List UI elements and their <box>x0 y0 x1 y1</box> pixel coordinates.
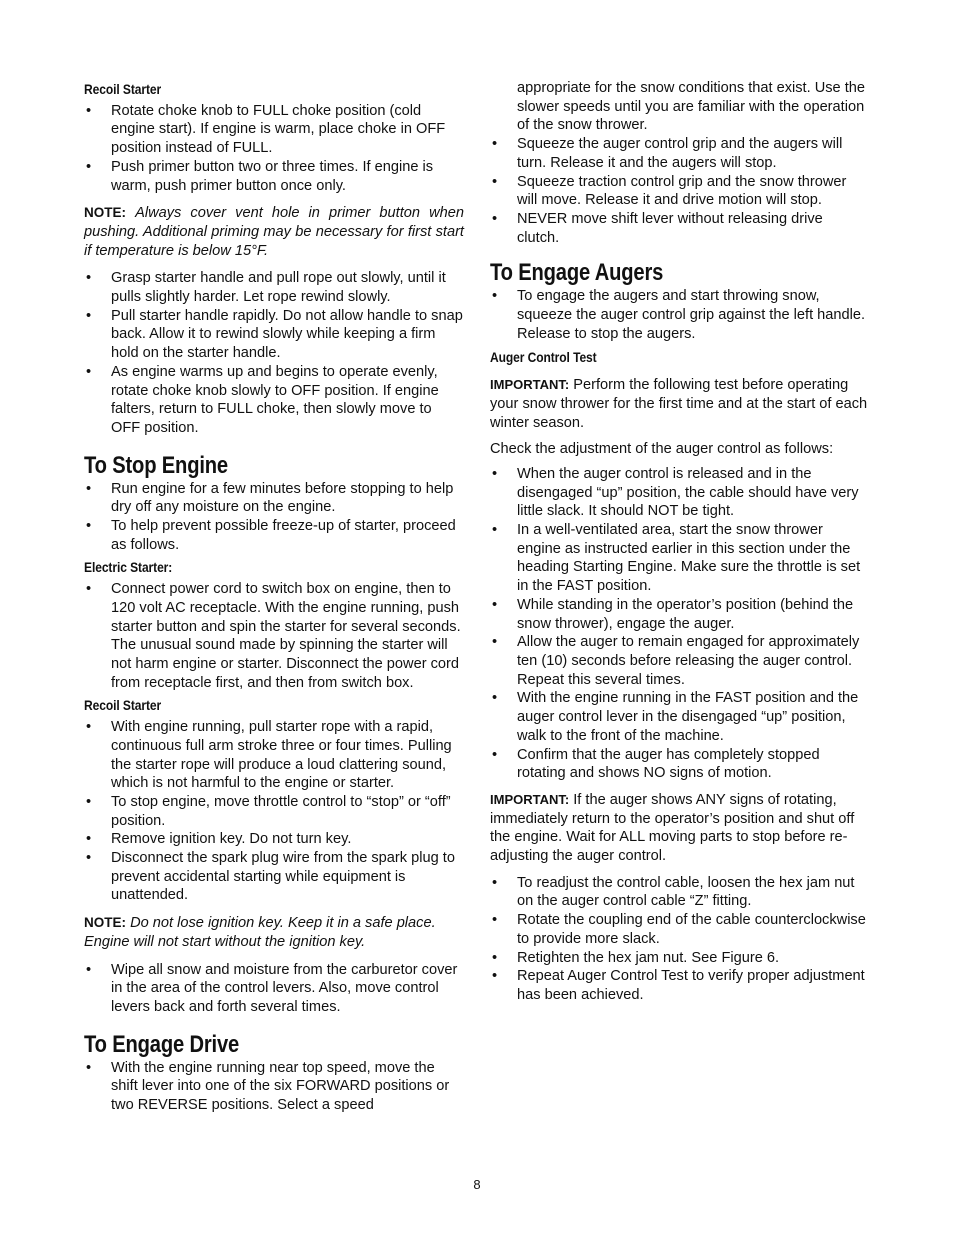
wipe-list <box>84 961 464 1017</box>
recoil-starter-heading-2: Recoil Starter <box>84 697 162 714</box>
list-item: • Repeat Auger Control Test to verify proper adjustment has been achieved. <box>490 967 868 1004</box>
recoil-starter-list-2 <box>84 269 464 437</box>
list-item: • Confirm that the auger has completely stopped rotating and shows NO signs of motion. <box>490 746 868 783</box>
list-item: • Rotate choke knob to FULL choke position (cold engine start). If engine is warm, place choke in OFF position instead of FULL. <box>84 102 464 158</box>
electric-starter-list <box>84 580 464 692</box>
engage-drive-heading: To Engage Drive <box>84 1030 240 1058</box>
list-item: • Retighten the hex jam nut. See Figure 6. <box>490 949 868 968</box>
list-item: • Connect power cord to switch box on engine, then to 120 volt AC receptacle. With the engine running, push starter button and spin the starter for several seconds. The unusual sound made by spinning the starter will not harm engine or starter. Disconnect the power cord from receptacle first, and then from switch box. <box>84 580 464 692</box>
note-label: NOTE: <box>84 915 126 931</box>
engage-augers-list <box>490 287 868 343</box>
list-item: • As engine warms up and begins to operate evenly, rotate choke knob slowly to OFF position. If engine falters, return to FULL choke, then slowly move to OFF position. <box>84 363 464 438</box>
list-item: • With the engine running near top speed, move the shift lever into one of the six FORWARD positions or two REVERSE positions. Select a speed <box>84 1059 464 1115</box>
important-label: IMPORTANT: <box>490 377 570 393</box>
readjust-list <box>490 874 868 1005</box>
list-item: • Wipe all snow and moisture from the carburetor cover in the area of the control levers. Also, move control levers back and forth several times. <box>84 961 464 1017</box>
list-item: • Allow the auger to remain engaged for approximately ten (10) seconds before releasing the auger control. Repeat this several times. <box>490 633 868 689</box>
list-item: • Remove ignition key. Do not turn key. <box>84 830 464 849</box>
page-number: 8 <box>473 1177 481 1192</box>
drive-continued-text: appropriate for the snow conditions that exist. Use the slower speeds until you are familiar with the operation of the snow thrower. <box>517 80 866 134</box>
ignition-key-note <box>84 914 464 951</box>
left-column <box>84 78 464 1115</box>
list-item: • Run engine for a few minutes before stopping to help dry off any moisture on the engine. <box>84 480 464 517</box>
list-item: • NEVER move shift lever without releasing drive clutch. <box>490 210 868 247</box>
engage-drive-list-continued <box>490 135 868 247</box>
auger-test-list <box>490 465 868 783</box>
engage-augers-heading: To Engage Augers <box>490 259 664 287</box>
important-text: Perform the following test before operating your snow thrower for the first time and at the start of each winter season. <box>490 377 868 431</box>
stop-engine-list <box>84 480 464 555</box>
recoil-starter-list <box>84 102 464 196</box>
list-item: • While standing in the operator’s position (behind the snow thrower), engage the auger. <box>490 596 868 633</box>
important-note-1 <box>490 376 868 432</box>
engage-drive-list <box>84 1059 464 1115</box>
note-label: NOTE: <box>84 205 126 221</box>
note-text: Always cover vent hole in primer button when pushing. Additional priming may be necessary for first start if temperature is below 15°F. <box>84 205 464 259</box>
list-item: • Disconnect the spark plug wire from the spark plug to prevent accidental starting while equipment is unattended. <box>84 849 464 905</box>
list-item: • Rotate the coupling end of the cable counterclockwise to provide more slack. <box>490 911 868 948</box>
recoil-starter-heading: Recoil Starter <box>84 81 162 97</box>
note-text: Do not lose ignition key. Keep it in a safe place. Engine will not start without the ignition key. <box>84 915 436 950</box>
stop-engine-heading: To Stop Engine <box>84 451 228 479</box>
list-item: • To readjust the control cable, loosen the hex jam nut on the auger control cable “Z” fitting. <box>490 874 868 911</box>
list-item: • When the auger control is released and in the disengaged “up” position, the cable should have very little slack. It should NOT be tight. <box>490 465 868 521</box>
recoil-stop-list <box>84 718 464 905</box>
primer-note <box>84 204 464 260</box>
list-item: • To help prevent possible freeze-up of starter, proceed as follows. <box>84 517 464 554</box>
list-item: • To engage the augers and start throwing snow, squeeze the auger control grip against the left handle. Release to stop the augers. <box>490 287 868 343</box>
right-column <box>490 79 868 1005</box>
list-item: • In a well-ventilated area, start the snow thrower engine as instructed earlier in this section under the heading Starting Engine. Make sure the throttle is set in the FAST position. <box>490 521 868 596</box>
list-item: • Squeeze the auger control grip and the augers will turn. Release it and the augers will stop. <box>490 135 868 172</box>
list-item: • Push primer button two or three times. If engine is warm, push primer button once only. <box>84 158 464 195</box>
check-adjustment-text: Check the adjustment of the auger control as follows: <box>490 441 834 458</box>
auger-control-test-heading: Auger Control Test <box>490 349 597 366</box>
electric-starter-heading: Electric Starter: <box>84 559 173 576</box>
list-item: • Pull starter handle rapidly. Do not allow handle to snap back. Allow it to rewind slowly while keeping a firm hold on the starter handle. <box>84 307 464 363</box>
list-item: • Grasp starter handle and pull rope out slowly, until it pulls slightly harder. Let rope rewind slowly. <box>84 269 464 306</box>
list-item: • With engine running, pull starter rope with a rapid, continuous full arm stroke three or four times. Pulling the starter rope will produce a loud clattering sound, which is not harmful to the engine or starter. <box>84 718 464 793</box>
list-item: • To stop engine, move throttle control to “stop” or “off” position. <box>84 793 464 830</box>
important-note-2 <box>490 791 868 866</box>
list-item: • Squeeze traction control grip and the snow thrower will move. Release it and drive motion will stop. <box>490 173 868 210</box>
list-item: • With the engine running in the FAST position and the auger control lever in the disengaged “up” position, walk to the front of the machine. <box>490 689 868 745</box>
important-text: If the auger shows ANY signs of rotating, immediately return to the operator’s position and shut off the engine. Wait for ALL moving parts to stop before re-adjusting the auger control. <box>490 791 855 865</box>
important-label: IMPORTANT: <box>490 791 570 807</box>
